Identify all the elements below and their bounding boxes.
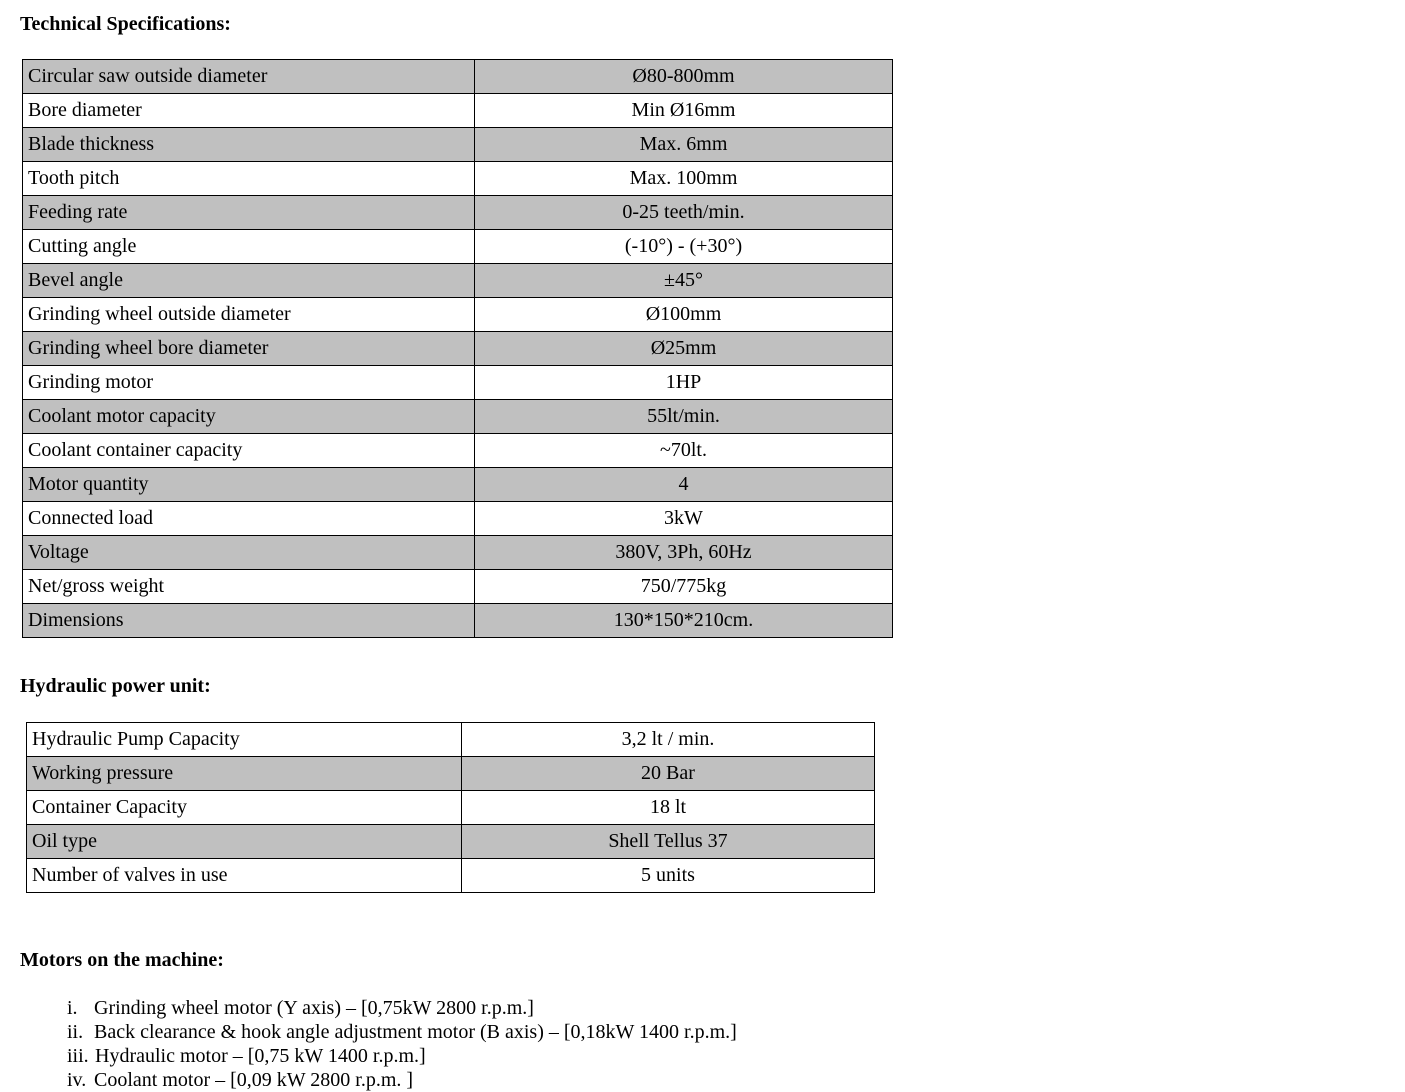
- table-row: [23, 60, 893, 94]
- table-row: [23, 366, 893, 400]
- hydraulic-table: [26, 722, 875, 893]
- table-row: [23, 536, 893, 570]
- spec-label: Voltage: [23, 536, 475, 570]
- spec-value: ±45°: [475, 264, 893, 298]
- table-row: [27, 757, 875, 791]
- spec-value: 5 units: [462, 859, 875, 893]
- spec-value: Ø80-800mm: [475, 60, 893, 94]
- spec-value: 750/775kg: [475, 570, 893, 604]
- spec-label: Feeding rate: [23, 196, 475, 230]
- spec-label: Coolant container capacity: [23, 434, 475, 468]
- list-item-number: iv.: [67, 1069, 87, 1091]
- list-item: [67, 996, 737, 1020]
- spec-value: (-10°) - (+30°): [475, 230, 893, 264]
- table-row: [23, 434, 893, 468]
- list-item: [67, 1020, 737, 1044]
- spec-value: 1HP: [475, 366, 893, 400]
- spec-label: Grinding wheel bore diameter: [23, 332, 475, 366]
- spec-value: 0-25 teeth/min.: [475, 196, 893, 230]
- table-row: [27, 825, 875, 859]
- spec-value: 18 lt: [462, 791, 875, 825]
- spec-value: 55lt/min.: [475, 400, 893, 434]
- spec-label: Working pressure: [27, 757, 462, 791]
- spec-label: Number of valves in use: [27, 859, 462, 893]
- table-row: [23, 604, 893, 638]
- spec-label: Dimensions: [23, 604, 475, 638]
- spec-value: Max. 100mm: [475, 162, 893, 196]
- table-row: [23, 94, 893, 128]
- table-row: [23, 400, 893, 434]
- spec-value: 3,2 lt / min.: [462, 723, 875, 757]
- list-item: [67, 1068, 737, 1092]
- table-row: [23, 230, 893, 264]
- table-row: [23, 570, 893, 604]
- list-item-number: i.: [67, 997, 78, 1019]
- table-row: [27, 791, 875, 825]
- spec-label: Blade thickness: [23, 128, 475, 162]
- hydraulic-heading: Hydraulic power unit:: [20, 675, 211, 697]
- list-item: [67, 1044, 737, 1068]
- spec-value: ~70lt.: [475, 434, 893, 468]
- table-row: [23, 264, 893, 298]
- list-item-text: Grinding wheel motor (Y axis) – [0,75kW 2800 r.p.m.]: [94, 997, 534, 1019]
- list-item-number: iii.: [67, 1045, 89, 1067]
- spec-value: 3kW: [475, 502, 893, 536]
- spec-label: Bore diameter: [23, 94, 475, 128]
- list-item-number: ii.: [67, 1021, 84, 1043]
- spec-value: Ø25mm: [475, 332, 893, 366]
- table-row: [23, 332, 893, 366]
- spec-label: Hydraulic Pump Capacity: [27, 723, 462, 757]
- tech-specs-table: [22, 59, 893, 638]
- table-row: [23, 468, 893, 502]
- spec-label: Grinding wheel outside diameter: [23, 298, 475, 332]
- spec-label: Cutting angle: [23, 230, 475, 264]
- spec-label: Net/gross weight: [23, 570, 475, 604]
- table-row: [23, 196, 893, 230]
- spec-value: 130*150*210cm.: [475, 604, 893, 638]
- spec-label: Motor quantity: [23, 468, 475, 502]
- spec-label: Tooth pitch: [23, 162, 475, 196]
- spec-value: 380V, 3Ph, 60Hz: [475, 536, 893, 570]
- table-row: [27, 723, 875, 757]
- spec-label: Connected load: [23, 502, 475, 536]
- list-item-text: Coolant motor – [0,09 kW 2800 r.p.m. ]: [94, 1069, 414, 1091]
- list-item-text: Back clearance & hook angle adjustment motor (B axis) – [0,18kW 1400 r.p.m.]: [94, 1021, 737, 1043]
- list-item-text: Hydraulic motor – [0,75 kW 1400 r.p.m.]: [95, 1045, 426, 1067]
- spec-value: Min Ø16mm: [475, 94, 893, 128]
- motors-list: [67, 996, 737, 1092]
- spec-label: Container Capacity: [27, 791, 462, 825]
- spec-value: Max. 6mm: [475, 128, 893, 162]
- table-row: [23, 502, 893, 536]
- table-row: [23, 162, 893, 196]
- table-row: [23, 298, 893, 332]
- spec-label: Grinding motor: [23, 366, 475, 400]
- spec-label: Bevel angle: [23, 264, 475, 298]
- table-row: [27, 859, 875, 893]
- table-row: [23, 128, 893, 162]
- spec-label: Coolant motor capacity: [23, 400, 475, 434]
- tech-specs-heading: Technical Specifications:: [20, 13, 231, 35]
- motors-heading: Motors on the machine:: [20, 949, 224, 971]
- spec-label: Circular saw outside diameter: [23, 60, 475, 94]
- spec-value: 20 Bar: [462, 757, 875, 791]
- spec-value: Shell Tellus 37: [462, 825, 875, 859]
- spec-label: Oil type: [27, 825, 462, 859]
- spec-value: 4: [475, 468, 893, 502]
- spec-value: Ø100mm: [475, 298, 893, 332]
